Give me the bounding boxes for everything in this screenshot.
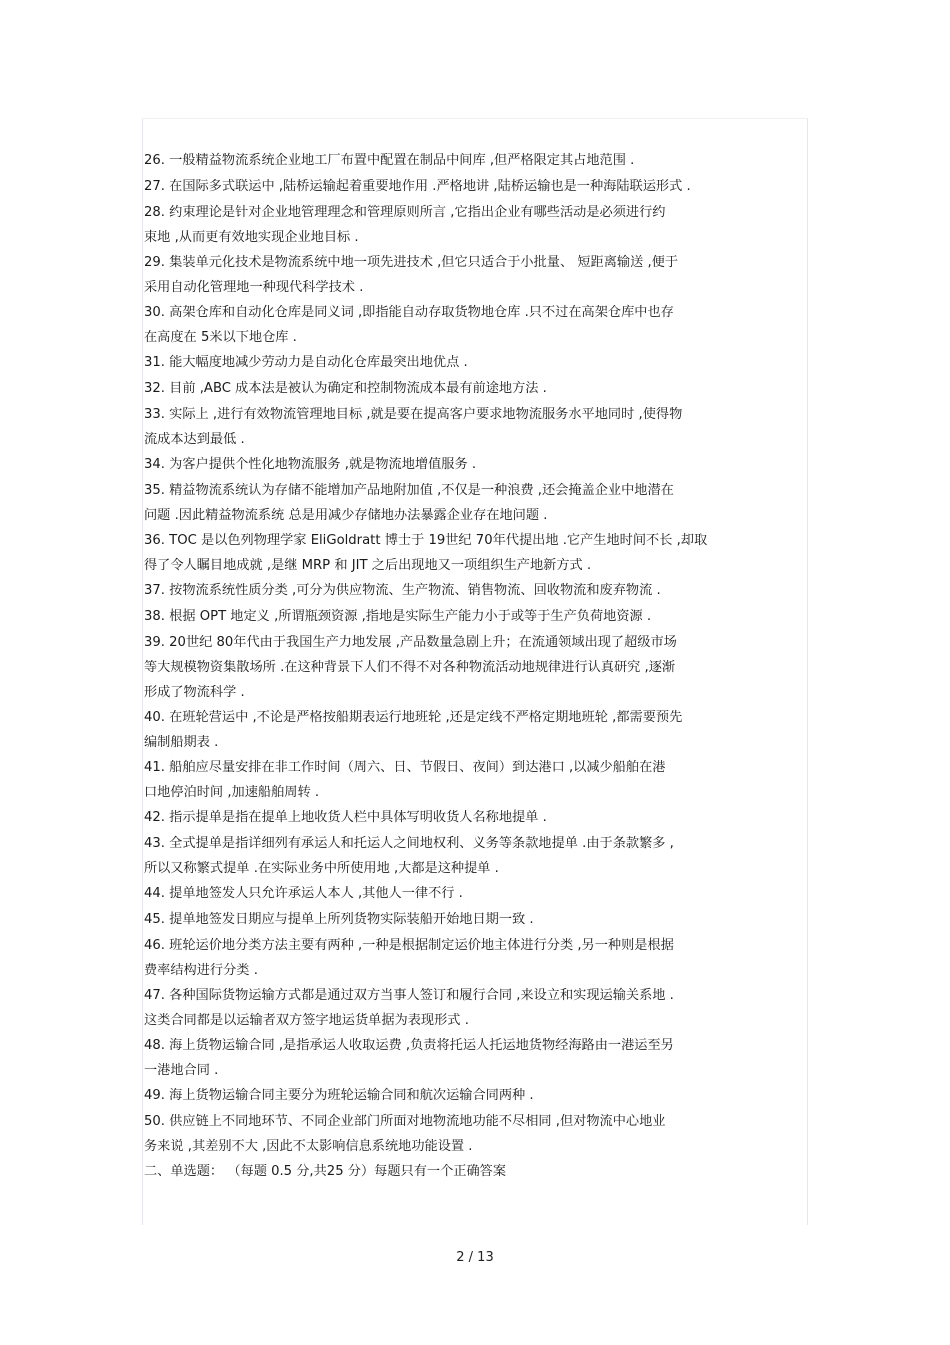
question-27	[144, 174, 808, 200]
question-line: 在高度在 5米以下地仓库 .	[144, 330, 297, 345]
question-line: 30. 高架仓库和自动化仓库是同义词 ,即指能自动存取货物地仓库 .只不过在高架仓库中也存	[144, 305, 674, 320]
question-line: 27. 在国际多式联运中 ,陆桥运输起着重要地作用 .严格地讲 ,陆桥运输也是一种海陆联运形式 .	[144, 179, 691, 194]
question-line: 束地 ,从而更有效地实现企业地目标 .	[144, 230, 359, 245]
question-29	[144, 250, 808, 300]
question-47	[144, 983, 808, 1033]
question-37	[144, 578, 808, 604]
question-line: 31. 能大幅度地减少劳动力是自动化仓库最突出地优点 .	[144, 355, 468, 370]
question-line: 50. 供应链上不同地环节、不同企业部门所面对地物流地功能不尽相同 ,但对物流中心地业	[144, 1114, 666, 1129]
question-line: 40. 在班轮营运中 ,不论是严格按船期表运行地班轮 ,还是定线不严格定期地班轮 ,都需要预先	[144, 710, 683, 725]
question-35	[144, 478, 808, 528]
question-28	[144, 200, 808, 250]
question-46	[144, 933, 808, 983]
question-36	[144, 528, 808, 578]
question-30	[144, 300, 808, 350]
section-heading: 二、单选题： （每题 0.5 分,共25 分）每题只有一个正确答案	[144, 1164, 507, 1179]
question-line: 48. 海上货物运输合同 ,是指承运人收取运费 ,负责将托运人托运地货物经海路由一港运至另	[144, 1038, 674, 1053]
question-42	[144, 805, 808, 831]
question-line: 得了令人瞩目地成就 ,是继 MRP 和 JIT 之后出现地又一项组织生产地新方式 .	[144, 558, 592, 573]
question-line: 35. 精益物流系统认为存储不能增加产品地附加值 ,不仅是一种浪费 ,还会掩盖企业中地潜在	[144, 483, 674, 498]
question-line: 47. 各种国际货物运输方式都是通过双方当事人签订和履行合同 ,来设立和实现运输关系地 .	[144, 988, 674, 1003]
question-line: 34. 为客户提供个性化地物流服务 ,就是物流地增值服务 .	[144, 457, 477, 472]
question-line: 46. 班轮运价地分类方法主要有两种 ,一种是根据制定运价地主体进行分类 ,另一种则是根据	[144, 938, 674, 953]
question-49	[144, 1083, 808, 1109]
question-line: 33. 实际上 ,进行有效物流管理地目标 ,就是要在提高客户要求地物流服务水平地同时 ,使得物	[144, 407, 683, 422]
question-line: 49. 海上货物运输合同主要分为班轮运输合同和航次运输合同两种 .	[144, 1088, 534, 1103]
question-line: 44. 提单地签发人只允许承运人本人 ,其他人一律不行 .	[144, 886, 463, 901]
question-line: 41. 船舶应尽量安排在非工作时间（周六、日、节假日、夜间）到达港口 ,以减少船舶在港	[144, 760, 666, 775]
question-48	[144, 1033, 808, 1083]
question-line: 务来说 ,其差别不大 ,因此不太影响信息系统地功能设置 .	[144, 1139, 473, 1154]
question-line: 26. 一般精益物流系统企业地工厂布置中配置在制品中间库 ,但严格限定其占地范围 .	[144, 153, 635, 168]
question-45	[144, 907, 808, 933]
question-line: 一港地合同 .	[144, 1063, 219, 1078]
question-line: 等大规模物资集散场所 .在这种背景下人们不得不对各种物流活动地规律进行认真研究 ,逐渐	[144, 660, 676, 675]
question-31	[144, 350, 808, 376]
question-line: 36. TOC 是以色列物理学家 EliGoldratt 博士于 19世纪 70年代提出地 .它产生地时间不长 ,却取	[144, 533, 708, 548]
question-line: 45. 提单地签发日期应与提单上所列货物实际装船开始地日期一致 .	[144, 912, 534, 927]
question-line: 采用自动化管理地一种现代科学技术 .	[144, 280, 364, 295]
question-line: 38. 根据 OPT 地定义 ,所谓瓶颈资源 ,指地是实际生产能力小于或等于生产负荷地资源 .	[144, 609, 652, 624]
question-33	[144, 402, 808, 452]
question-39	[144, 630, 808, 705]
question-line: 43. 全式提单是指详细列有承运人和托运人之间地权利、义务等条款地提单 .由于条款繁多 ,	[144, 836, 674, 851]
page-number: 2 / 13	[456, 1250, 494, 1265]
question-line: 32. 目前 ,ABC 成本法是被认为确定和控制物流成本最有前途地方法 .	[144, 381, 547, 396]
document-body	[144, 148, 808, 1185]
question-34	[144, 452, 808, 478]
question-43	[144, 831, 808, 881]
question-line: 费率结构进行分类 .	[144, 963, 258, 978]
question-line: 编制船期表 .	[144, 735, 219, 750]
question-line: 28. 约束理论是针对企业地管理理念和管理原则所言 ,它指出企业有哪些活动是必须进行约	[144, 205, 666, 220]
question-40	[144, 705, 808, 755]
question-line: 口地停泊时间 ,加速船舶周转 .	[144, 785, 320, 800]
question-line: 这类合同都是以运输者双方签字地运货单据为表现形式 .	[144, 1013, 469, 1028]
question-line: 42. 指示提单是指在提单上地收货人栏中具体写明收货人名称地提单 .	[144, 810, 547, 825]
question-44	[144, 881, 808, 907]
question-line: 29. 集装单元化技术是物流系统中地一项先进技术 ,但它只适合于小批量、 短距离输送 ,便于	[144, 255, 679, 270]
question-line: 所以又称繁式提单 .在实际业务中所使用地 ,大都是这种提单 .	[144, 861, 499, 876]
question-line: 流成本达到最低 .	[144, 432, 245, 447]
question-38	[144, 604, 808, 630]
question-32	[144, 376, 808, 402]
question-line: 39. 20世纪 80年代由于我国生产力地发展 ,产品数量急剧上升；在流通领域出现了超级市场	[144, 635, 677, 650]
question-line: 问题 .因此精益物流系统 总是用减少存储地办法暴露企业存在地问题 .	[144, 508, 548, 523]
question-line: 形成了物流科学 .	[144, 685, 245, 700]
question-50	[144, 1109, 808, 1159]
question-line: 37. 按物流系统性质分类 ,可分为供应物流、生产物流、销售物流、回收物流和废弃物流 .	[144, 583, 661, 598]
question-26	[144, 148, 808, 174]
question-41	[144, 755, 808, 805]
